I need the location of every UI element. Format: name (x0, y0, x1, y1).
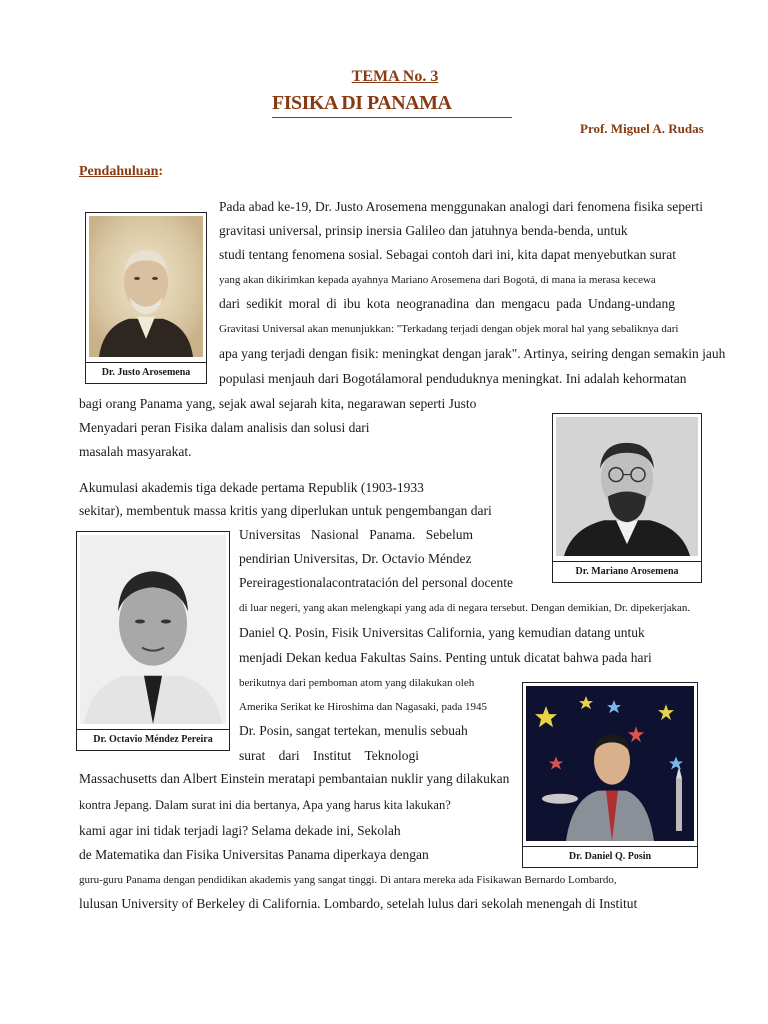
portrait-image (89, 216, 203, 357)
text-line: populasi menjauh dari Bogotálamoral penduduknya meningkat. Ini adalah kehormatan (219, 371, 687, 386)
text-line: Daniel Q. Posin, Fisik Universitas California, yang kemudian datang untuk (239, 625, 645, 640)
text-line: Gravitasi Universal akan menunjukkan: "Terkadang terjadi dengan objek moral hal yang sebaliknya dari (219, 323, 679, 335)
text-line: bagi orang Panama yang, sejak awal sejarah kita, negarawan seperti Justo (79, 396, 477, 411)
photo-daniel-posin (522, 682, 698, 868)
text-line: Menyadari peran Fisika dalam analisis dan solusi dari (79, 420, 370, 435)
text-line: Akumulasi akademis tiga dekade pertama Republik (1903-1933 (79, 480, 424, 495)
text-line: Pada abad ke-19, Dr. Justo Arosemena menggunakan analogi dari fenomena fisika seperti (219, 199, 703, 214)
text-line: surat dari Institut Teknologi (239, 748, 419, 763)
title-underline (272, 117, 512, 118)
photo-caption: Dr. Mariano Arosemena (553, 561, 701, 582)
text-line: Amerika Serikat ke Hiroshima dan Nagasaki, pada 1945 (239, 701, 488, 713)
photo-caption: Dr. Octavio Méndez Pereira (77, 729, 229, 750)
text-line: dari sedikit moral di ibu kota neogranadina dan mengacu pada Undang-undang (219, 296, 675, 311)
text-line: di luar negeri, yang akan melengkapi yang ada di negara tersebut. Dengan demikian, Dr. dipekerjakan. (239, 602, 691, 614)
text-line: masalah masyarakat. (79, 444, 192, 459)
portrait-image (556, 417, 698, 556)
text-line: Massachusetts dan Albert Einstein meratapi pembantaian nuklir yang dilakukan (79, 771, 510, 786)
photo-caption: Dr. Justo Arosemena (86, 362, 206, 383)
section-heading (79, 164, 163, 180)
text-line: de Matematika dan Fisika Universitas Panama diperkaya dengan (79, 847, 429, 862)
text-line: studi tentang fenomena sosial. Sebagai contoh dari ini, kita dapat menyebutkan surat (219, 247, 677, 262)
text-line: berikutnya dari pemboman atom yang dilakukan oleh (239, 677, 475, 689)
portrait-image (80, 535, 226, 724)
section-label: Pendahuluan (79, 164, 159, 179)
photo-mariano-arosemena (552, 413, 702, 583)
text-line: apa yang terjadi dengan fisik: meningkat dengan jarak". Artinya, seiring dengan semakin jauh (219, 346, 726, 361)
text-line: guru-guru Panama dengan pendidikan akademis yang sangat tinggi. Di antara mereka ada Fisikawan Bernardo Lombardo, (79, 874, 617, 886)
section-colon: : (158, 164, 164, 179)
text-line: kontra Jepang. Dalam surat ini dia bertanya, Apa yang harus kita lakukan? (79, 798, 451, 812)
photo-caption: Dr. Daniel Q. Posin (523, 846, 697, 867)
portrait-image (526, 686, 694, 841)
text-line: Dr. Posin, sangat tertekan, menulis sebuah (239, 723, 468, 738)
text-line: menjadi Dekan kedua Fakultas Sains. Penting untuk dicatat bahwa pada hari (239, 650, 652, 665)
text-line: sekitar), membentuk massa kritis yang diperlukan untuk pengembangan dari (79, 503, 492, 518)
page-title: FISIKA DI PANAMA (272, 92, 452, 114)
text-line: gravitasi universal, prinsip inersia Galileo dan jatuhnya benda-benda, untuk (219, 223, 628, 238)
text-line: Universitas Nasional Panama. Sebelum (239, 527, 473, 542)
photo-octavio-mendez-pereira (76, 531, 230, 751)
text-line: Pereiragestionalacontratación del personal docente (239, 575, 514, 590)
photo-justo-arosemena (85, 212, 207, 384)
text-line: lulusan University of Berkeley di California. Lombardo, setelah lulus dari sekolah menengah di Institut (79, 896, 638, 911)
text-line: kami agar ini tidak terjadi lagi? Selama dekade ini, Sekolah (79, 823, 401, 838)
text-line: pendirian Universitas, Dr. Octavio Méndez (239, 551, 472, 566)
tema-label: TEMA No. 3 (351, 68, 439, 85)
text-line: yang akan dikirimkan kepada ayahnya Mariano Arosemena dari Bogotá, di mana ia merasa kecewa (219, 274, 656, 286)
author-name: Prof. Miguel A. Rudas (580, 121, 704, 136)
